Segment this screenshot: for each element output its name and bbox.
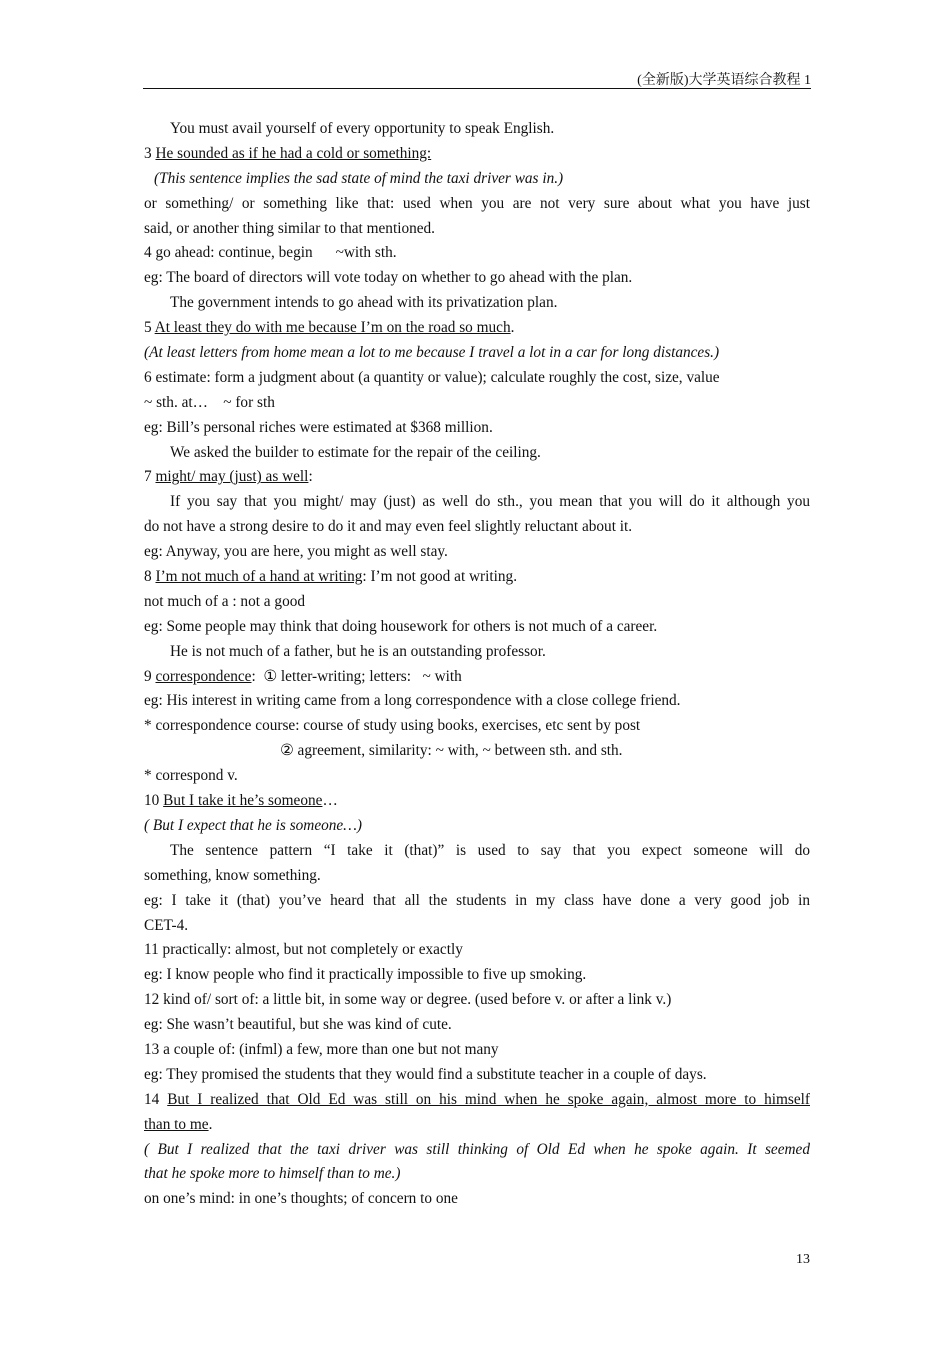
text-line: said, or another thing similar to that mentioned. bbox=[144, 219, 436, 237]
text-line: not much of a : not a good bbox=[144, 592, 306, 610]
text-line: CET-4. bbox=[144, 916, 189, 934]
text-line: eg: Bill’s personal riches were estimated at $368 million. bbox=[144, 418, 493, 436]
text-line: eg: They promised the students that they would find a substitute teacher in a couple of days. bbox=[144, 1065, 707, 1083]
text-line: eg: She wasn’t beautiful, but she was kind of cute. bbox=[144, 1016, 452, 1034]
text-line: 9 correspondence: ① letter-writing; letters: ~ with bbox=[144, 667, 462, 685]
text-line: (At least letters from home mean a lot to me because I travel a lot in a car for long distances.) bbox=[144, 344, 720, 362]
text-line: 11 practically: almost, but not completely or exactly bbox=[144, 941, 463, 959]
text-line: The sentence pattern “I take it (that)” is used to say that you expect someone will do bbox=[170, 841, 810, 859]
text-line: 6 estimate: form a judgment about (a quantity or value); calculate roughly the cost, size, value bbox=[144, 368, 720, 386]
text-line: ~ sth. at… ~ for sth bbox=[144, 393, 275, 411]
text-line: eg: Some people may think that doing housework for others is not much of a career. bbox=[144, 617, 658, 635]
text-line: 14 But I realized that Old Ed was still on his mind when he spoke again, almost more to himself bbox=[144, 1090, 810, 1108]
text-line: or something/ or something like that: used when you are not very sure about what you have just bbox=[144, 194, 810, 212]
text-line: eg: The board of directors will vote today on whether to go ahead with the plan. bbox=[144, 269, 633, 287]
text-line: * correspondence course: course of study using books, exercises, etc sent by post bbox=[144, 717, 641, 735]
text-line: 13 a couple of: (infml) a few, more than one but not many bbox=[144, 1040, 499, 1058]
page-number: 13 bbox=[796, 1252, 810, 1267]
text-line: on one’s mind: in one’s thoughts; of concern to one bbox=[144, 1190, 458, 1208]
text-line: * correspond v. bbox=[144, 767, 238, 785]
text-line: 3 He sounded as if he had a cold or something: bbox=[144, 144, 432, 162]
text-line: The government intends to go ahead with its privatization plan. bbox=[170, 294, 558, 312]
header-rule bbox=[143, 88, 811, 89]
underlined-phrase: But I realized that Old Ed was still on his mind when he spoke again, almost more to himself bbox=[167, 1090, 810, 1108]
text-line: ( But I expect that he is someone…) bbox=[144, 816, 362, 834]
text-line: 5 At least they do with me because I’m on the road so much. bbox=[144, 319, 515, 337]
text-line: He is not much of a father, but he is an outstanding professor. bbox=[170, 642, 546, 660]
text-line: eg: I know people who find it practically impossible to five up smoking. bbox=[144, 966, 587, 984]
text-line: eg: His interest in writing came from a long correspondence with a close college friend. bbox=[144, 692, 681, 710]
text-line: 12 kind of/ sort of: a little bit, in some way or degree. (used before v. or after a link v.) bbox=[144, 991, 672, 1009]
underlined-phrase: than to me bbox=[144, 1115, 209, 1133]
text-line: 10 But I take it he’s someone… bbox=[144, 792, 338, 810]
text-line: than to me. bbox=[144, 1115, 213, 1133]
text-line: 4 go ahead: continue, begin ~with sth. bbox=[144, 244, 397, 262]
underlined-phrase: correspondence bbox=[155, 667, 252, 685]
text-line: something, know something. bbox=[144, 866, 321, 884]
text-line: eg: I take it (that) you’ve heard that all the students in my class have done a very good job in bbox=[144, 891, 810, 909]
underlined-phrase: I’m not much of a hand at writing bbox=[155, 568, 363, 586]
text-line: do not have a strong desire to do it and may even feel slightly reluctant about it. bbox=[144, 518, 633, 536]
text-line: 8 I’m not much of a hand at writing: I’m not good at writing. bbox=[144, 568, 518, 586]
text-line: If you say that you might/ may (just) as well do sth., you mean that you will do it although you bbox=[170, 493, 810, 511]
text-line: that he spoke more to himself than to me.) bbox=[144, 1165, 401, 1183]
underlined-phrase: He sounded as if he had a cold or something: bbox=[155, 144, 432, 162]
text-line: (This sentence implies the sad state of mind the taxi driver was in.) bbox=[154, 169, 564, 187]
text-line: We asked the builder to estimate for the repair of the ceiling. bbox=[170, 443, 541, 461]
text-line: eg: Anyway, you are here, you might as well stay. bbox=[144, 543, 448, 561]
underlined-phrase: But I take it he’s someone bbox=[163, 792, 323, 810]
text-line: 7 might/ may (just) as well: bbox=[144, 468, 313, 486]
running-header: (全新版)大学英语综合教程 1 bbox=[637, 73, 811, 88]
underlined-phrase: At least they do with me because I’m on the road so much bbox=[154, 319, 511, 337]
text-line: ② agreement, similarity: ~ with, ~ between sth. and sth. bbox=[280, 742, 623, 760]
text-line: ( But I realized that the taxi driver was still thinking of Old Ed when he spoke again. It seemed bbox=[144, 1140, 810, 1158]
text-line: You must avail yourself of every opportunity to speak English. bbox=[170, 120, 555, 137]
underlined-phrase: might/ may (just) as well bbox=[155, 468, 309, 486]
page-body bbox=[144, 117, 810, 1212]
